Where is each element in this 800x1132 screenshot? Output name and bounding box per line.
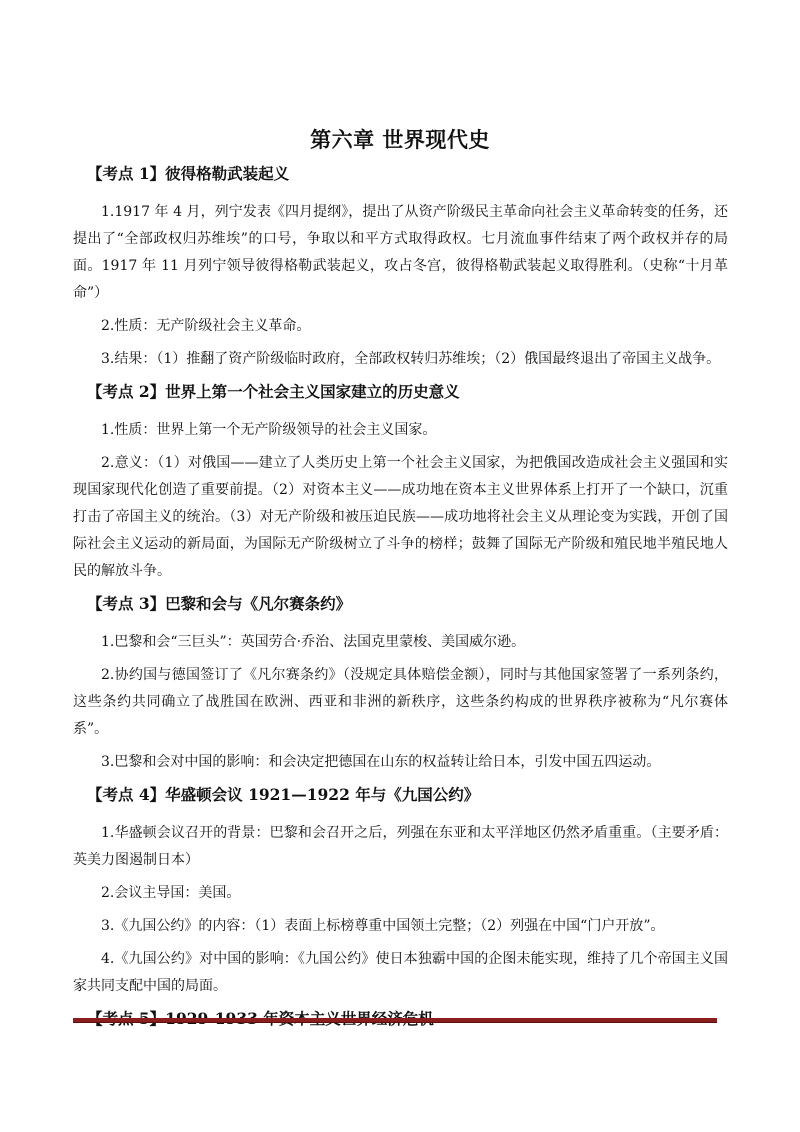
paragraph: 2.意义：（1）对俄国——建立了人类历史上第一个社会主义国家，为把俄国改造成社会主义强国和实现国家现代化创造了重要前提。（2）对资本主义——成功地在资本主义世界体系上打开了一个缺口，沉重打击了帝国主义的统治。（3）对无产阶级和被压迫民族——成功地将社会主义从理论变为实践，开创了国际社会主义运动的新局面，为国际无产阶级树立了斗争的榜样；鼓舞了国际无产阶级和殖民地半殖民地人民的解放斗争。 (73, 455, 728, 579)
section-1 (73, 163, 728, 373)
paragraph: 1.华盛顿会议召开的背景：巴黎和会召开之后，列强在东亚和太平洋地区仍然矛盾重重。（主要矛盾：英美力图遏制日本） (73, 825, 728, 868)
section-3 (73, 593, 728, 776)
chapter-title: 第六章 世界现代史 (310, 127, 490, 152)
paragraph: 3.《九国公约》的内容：（1）表面上标榜尊重中国领土完整；（2）列强在中国“门户开放”。 (101, 918, 665, 934)
paragraph: 2.会议主导国：美国。 (101, 885, 241, 901)
section-4 (73, 784, 728, 1000)
section-heading: 【考点 1】彼得格勒武装起义 (87, 164, 290, 183)
section-2 (73, 381, 728, 585)
paragraph: 3.巴黎和会对中国的影响：和会决定把德国在山东的权益转让给日本，引发中国五四运动。 (101, 754, 661, 770)
paragraph: 4.《九国公约》对中国的影响：《九国公约》使日本独霸中国的企图未能实现，维持了几个帝国主义国家共同支配中国的局面。 (73, 951, 728, 994)
paragraph: 2.性质：无产阶级社会主义革命。 (101, 318, 311, 334)
section-heading: 【考点 4】华盛顿会议 1921—1922 年与《九国公约》 (87, 785, 480, 804)
paragraph: 3.结果：（1）推翻了资产阶级临时政府，全部政权转归苏维埃；（2）俄国最终退出了帝国主义战争。 (101, 351, 721, 367)
content-body (73, 163, 728, 1044)
footer-divider (73, 1018, 717, 1023)
section-heading: 【考点 3】巴黎和会与《凡尔赛条约》 (87, 594, 352, 613)
paragraph: 2.协约国与德国签订了《凡尔赛条约》（没规定具体赔偿金额），同时与其他国家签署了一系列条约，这些条约共同确立了战胜国在欧洲、西亚和非洲的新秩序，这些条约构成的世界秩序被称为“凡尔赛体系”。 (73, 667, 728, 737)
paragraph: 1.性质：世界上第一个无产阶级领导的社会主义国家。 (101, 422, 437, 438)
paragraph: 1.巴黎和会“三巨头”：英国劳合·乔治、法国克里蒙梭、美国威尔逊。 (101, 634, 526, 650)
paragraph: 1.1917 年 4 月，列宁发表《四月提纲》，提出了从资产阶级民主革命向社会主义革命转变的任务，还提出了“全部政权归苏维埃”的口号，争取以和平方式取得政权。七月流血事件结束了两个政权并存的局面。1917 年 11 月列宁领导彼得格勒武装起义，攻占冬宫，彼得格勒武装起义取得胜利。（史称“十月革命”） (73, 204, 728, 301)
section-heading: 【考点 2】世界上第一个社会主义国家建立的历史意义 (87, 382, 460, 401)
